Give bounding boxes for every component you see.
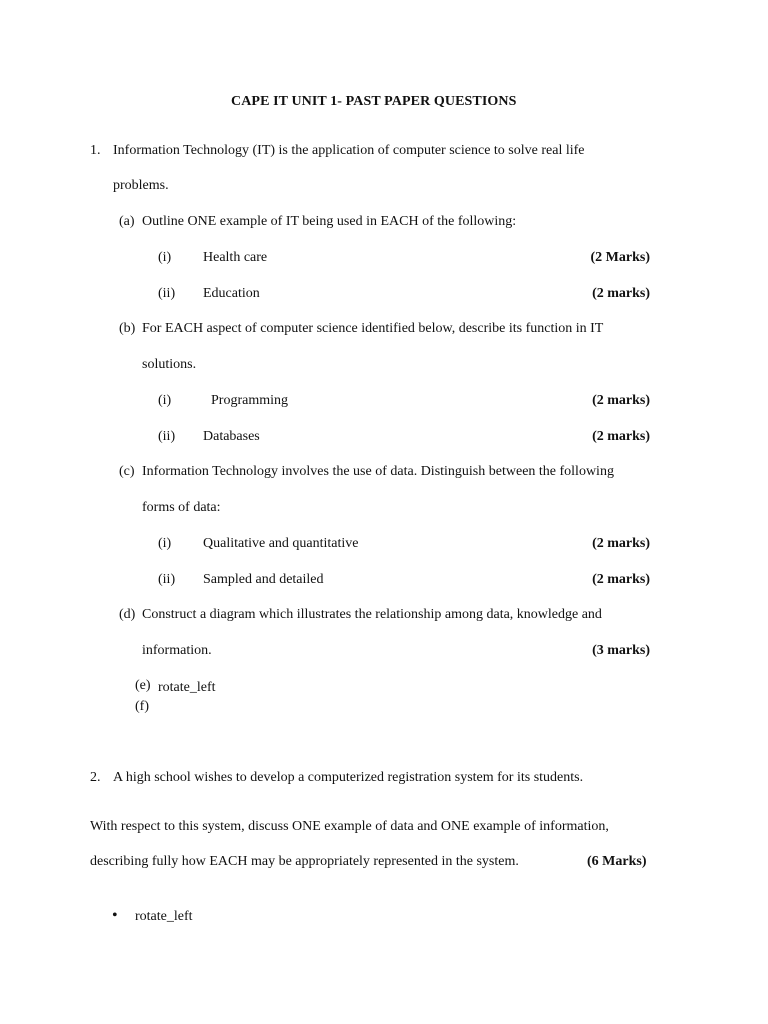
part-a-item-2-num: (ii) <box>158 286 176 301</box>
part-b-item-2-num: (ii) <box>158 429 176 444</box>
part-c-text-line1: Information Technology involves the use of data. Distinguish between the following <box>142 464 614 479</box>
part-c-item-2-text: Sampled and detailed <box>203 572 324 587</box>
part-a-text: Outline ONE example of IT being used in EACH of the following: <box>142 214 517 229</box>
part-a-item-1-num: (i) <box>158 250 172 265</box>
bullet-dot-icon: • <box>112 907 118 924</box>
part-a-item-2-marks: (2 marks) <box>592 286 650 301</box>
question-2-marks: (6 Marks) <box>587 854 647 869</box>
part-c-text-line2: forms of data: <box>142 500 221 515</box>
part-d-text-line2: information. <box>142 643 212 658</box>
part-b-item-2-text: Databases <box>203 429 260 444</box>
part-f-label: (f) <box>135 699 149 714</box>
part-d-text-line1: Construct a diagram which illustrates the relationship among data, knowledge and <box>142 607 602 622</box>
question-2-number: 2. <box>90 770 101 785</box>
part-d-marks: (3 marks) <box>592 643 650 658</box>
part-c-item-2-num: (ii) <box>158 572 176 587</box>
question-1-intro-line2: problems. <box>113 178 169 193</box>
part-c-item-1-text: Qualitative and quantitative <box>203 536 359 551</box>
part-a-item-1-marks: (2 Marks) <box>590 250 650 265</box>
part-c-item-1-marks: (2 marks) <box>592 536 650 551</box>
question-2-para-line1: With respect to this system, discuss ONE example of data and ONE example of information, <box>90 819 609 834</box>
part-b-item-1-num: (i) <box>158 393 172 408</box>
part-c-label: (c) <box>119 464 135 479</box>
part-e-rotate-left[interactable]: rotate_left <box>158 680 216 695</box>
part-b-item-1-text: Programming <box>211 393 288 408</box>
part-d-label: (d) <box>119 607 136 622</box>
part-b-item-2-marks: (2 marks) <box>592 429 650 444</box>
part-b-item-1-marks: (2 marks) <box>592 393 650 408</box>
bullet-rotate-left[interactable]: rotate_left <box>135 909 193 924</box>
question-2-para-line2: describing fully how EACH may be appropriately represented in the system. <box>90 854 519 869</box>
part-a-item-1-text: Health care <box>203 250 268 265</box>
part-b-label: (b) <box>119 321 136 336</box>
question-1-number: 1. <box>90 143 101 158</box>
part-b-text-line2: solutions. <box>142 357 197 372</box>
part-c-item-2-marks: (2 marks) <box>592 572 650 587</box>
question-1-intro-line1: Information Technology (IT) is the application of computer science to solve real life <box>113 143 585 158</box>
part-a-label: (a) <box>119 214 135 229</box>
part-a-item-2-text: Education <box>203 286 260 301</box>
part-c-item-1-num: (i) <box>158 536 172 551</box>
page-title: CAPE IT UNIT 1- PAST PAPER QUESTIONS <box>231 94 517 109</box>
part-b-text-line1: For EACH aspect of computer science identified below, describe its function in IT <box>142 321 604 336</box>
question-2-text: A high school wishes to develop a computerized registration system for its students. <box>113 770 584 785</box>
part-e-label: (e) <box>135 678 151 693</box>
